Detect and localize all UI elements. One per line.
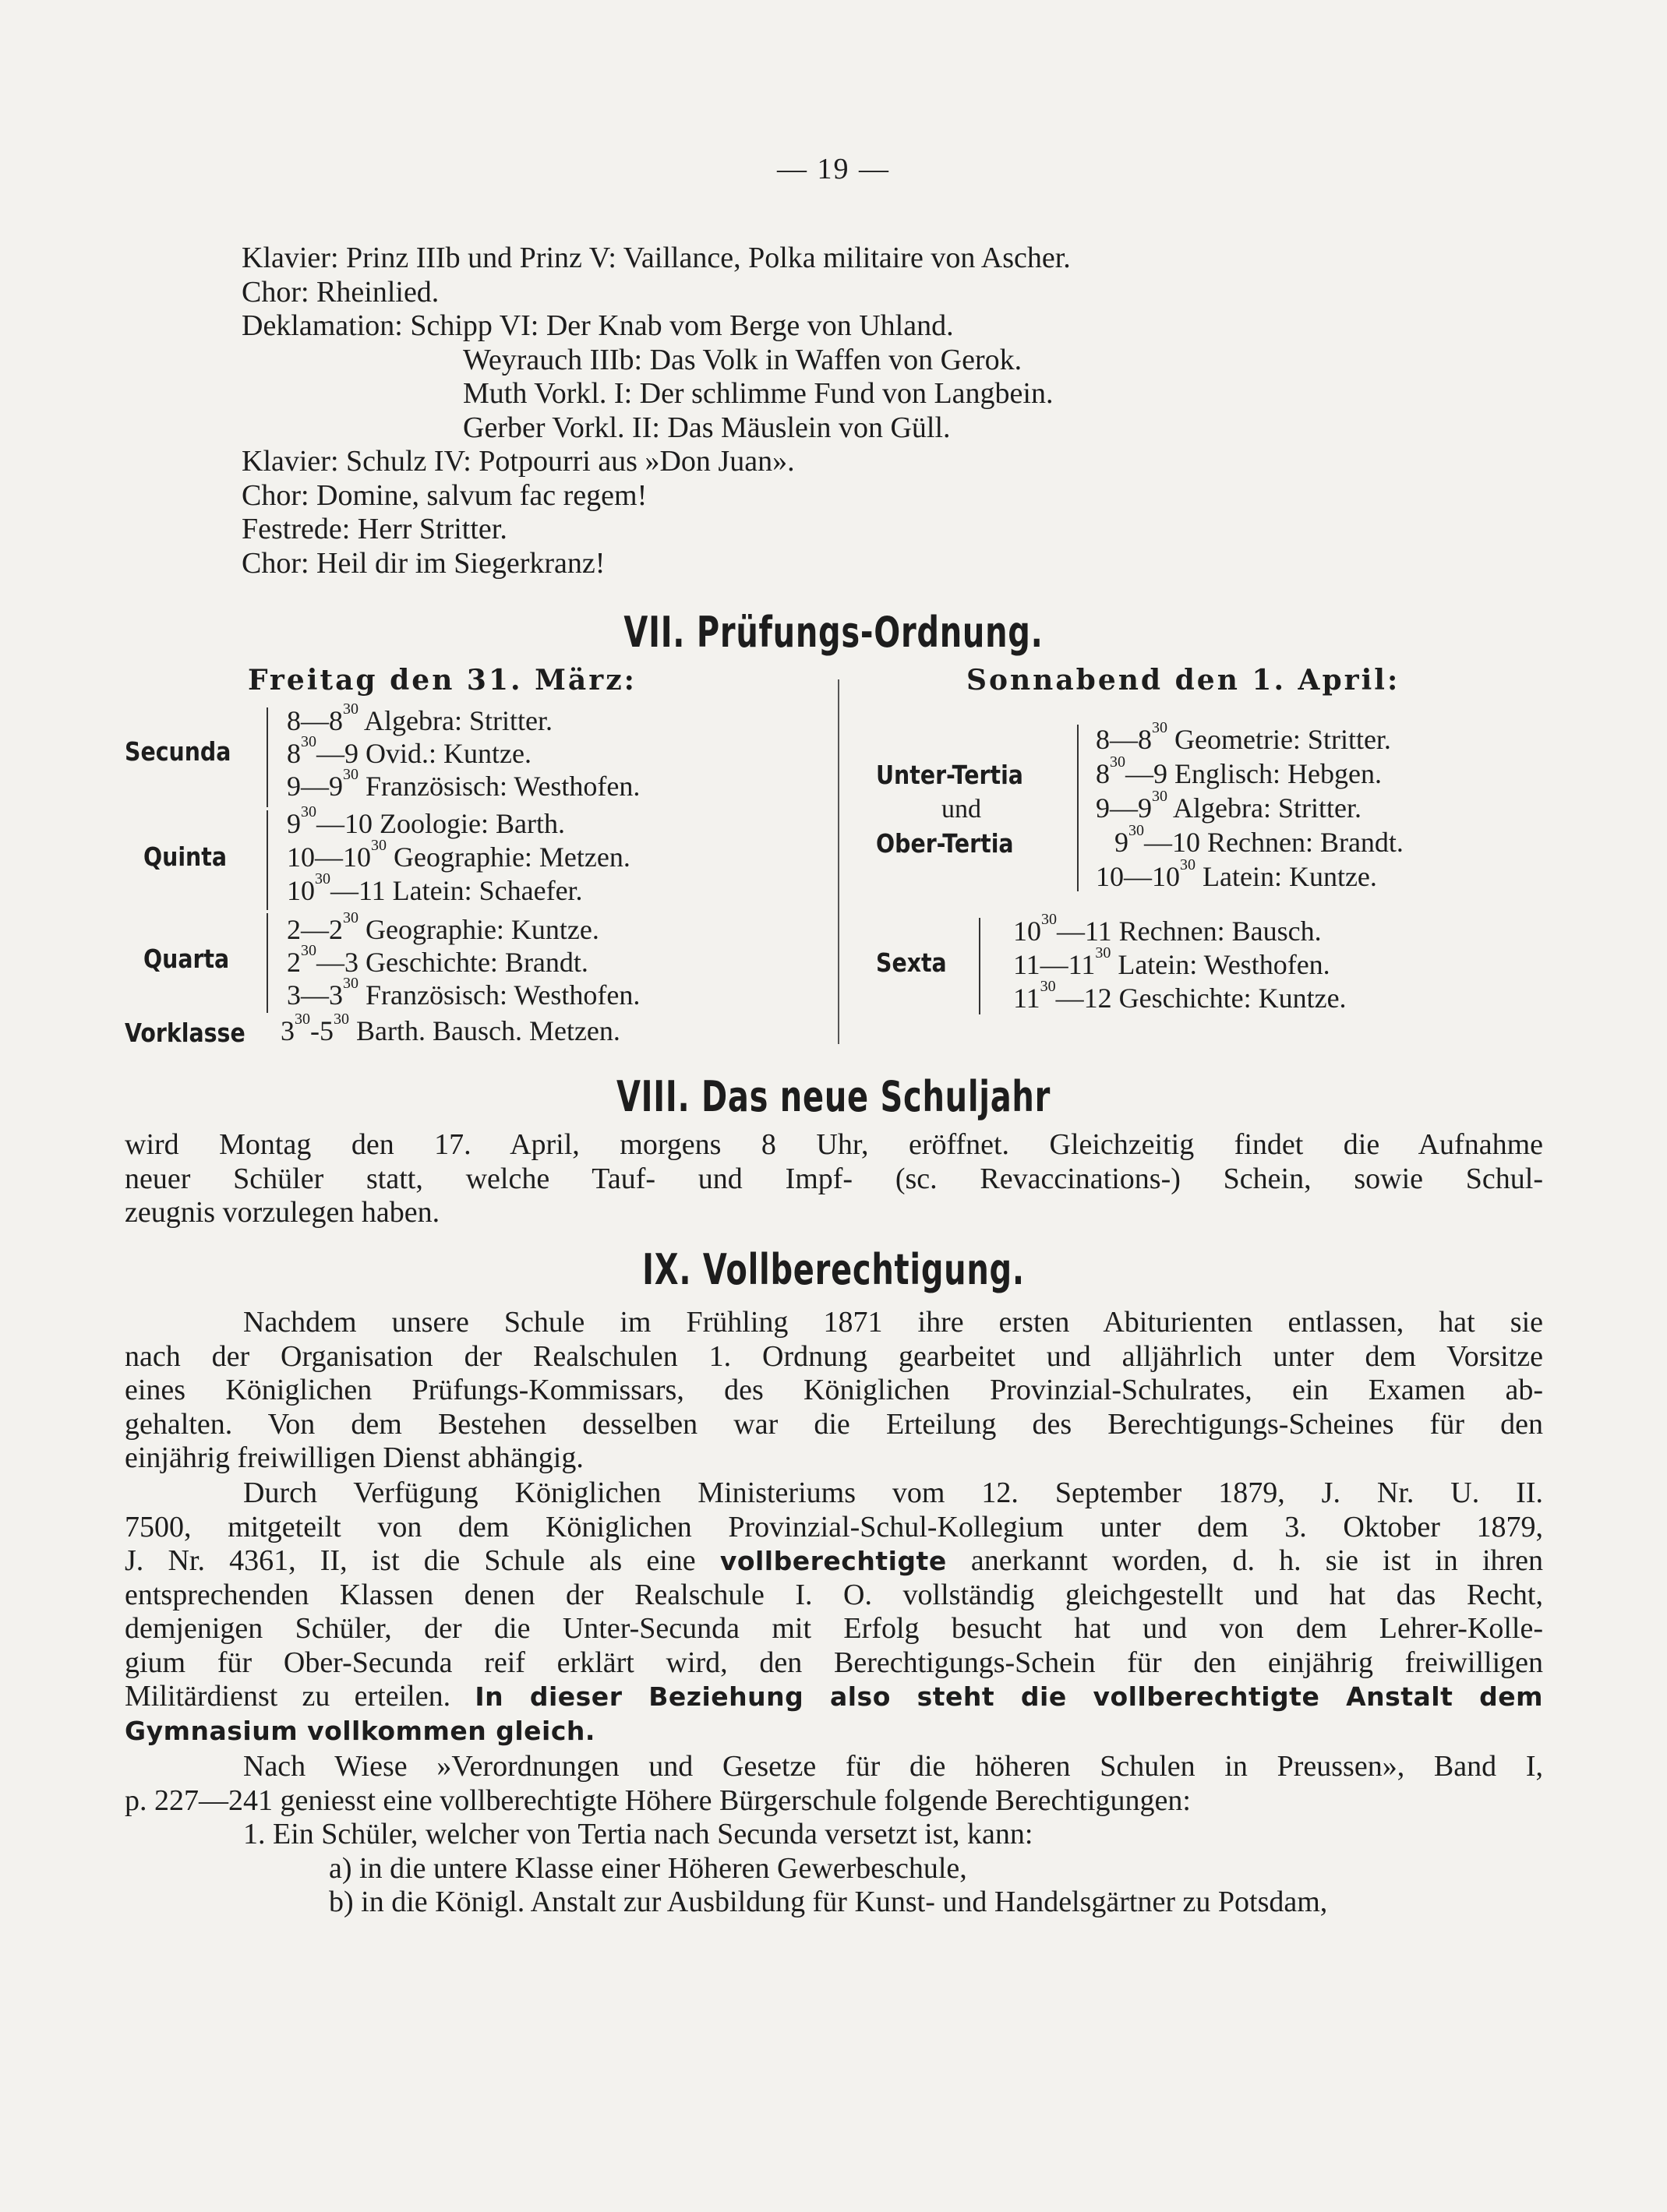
exam-row: $3—3^{30}$ Französisch: Westhofen. xyxy=(287,975,641,1011)
list-subitem: a) in die untere Klasse einer Höheren Gewerbeschule, xyxy=(329,1851,967,1885)
program-line: Klavier: Schulz IV: Potpourri aus »Don Juan». xyxy=(242,445,795,478)
exam-row: $10—10^{30}$ Geographie: Metzen. xyxy=(287,837,630,873)
brace xyxy=(267,707,268,807)
exam-row: $3^{30}-5^{30}$ Barth. Bausch. Metzen. xyxy=(281,1011,620,1046)
text-line: p. 227—241 geniesst eine vollberechtigte Höhere Bürgerschule folgende Berechtigungen: xyxy=(125,1783,1191,1817)
exam-row: $11—11^{30}$ Latein: Westhofen. xyxy=(1013,944,1330,980)
exam-day-saturday: Sonnabend den 1. April: xyxy=(966,664,1400,697)
paragraph-new-school-year xyxy=(125,1128,1543,1230)
text-line: Nach Wiese »Verordnungen und Gesetze für die höheren Schulen in Preussen», Band I, xyxy=(243,1750,1543,1783)
class-label-quinta: Quinta xyxy=(143,841,227,872)
program-line: Chor: Heil dir im Siegerkranz! xyxy=(242,546,606,580)
text-line: nach der Organisation der Realschulen 1. Ordnung gearbeitet und alljährlich unter dem Vorsitze xyxy=(125,1339,1543,1373)
text-line: einjährig freiwilligen Dienst abhängig. xyxy=(125,1441,584,1474)
exam-row: $8^{30}—9$ Englisch: Hebgen. xyxy=(1096,753,1382,789)
festival-program xyxy=(242,242,1071,580)
brace xyxy=(1077,725,1079,891)
class-label-unter-tertia: Unter-Tertia xyxy=(876,760,1023,790)
text-line: J. Nr. 4361, II, ist die Schule als eine vollberechtigte anerkannt worden, d. h. sie ist in ihren xyxy=(125,1544,1544,1577)
paragraph-vollberechtigung-1 xyxy=(125,1306,1543,1476)
exam-row: $10—10^{30}$ Latein: Kuntze. xyxy=(1096,856,1377,892)
brace xyxy=(267,810,268,910)
text-line: entsprechenden Klassen denen der Realschule I. O. vollständig gleichgestellt und hat das Recht, xyxy=(125,1578,1543,1611)
exam-row: $9^{30}—10$ Zoologie: Barth. xyxy=(287,803,565,839)
exam-row: $8—8^{30}$ Algebra: Stritter. xyxy=(287,700,553,736)
program-line: Chor: Domine, salvum fac regem! xyxy=(242,478,648,512)
exam-row: $9—9^{30}$ Algebra: Stritter. xyxy=(1096,788,1362,824)
text-line: demjenigen Schüler, der die Unter-Secunda mit Erfolg besucht hat und von dem Lehrer-Kolle- xyxy=(125,1612,1543,1645)
paragraph-vollberechtigung-2 xyxy=(125,1476,1543,1748)
program-line: Deklamation: Schipp VI: Der Knab vom Berge von Uhland. xyxy=(242,309,954,342)
class-label-und: und xyxy=(941,795,981,824)
class-label-quarta: Quarta xyxy=(143,944,230,974)
program-line: Gerber Vorkl. II: Das Mäuslein von Güll. xyxy=(463,411,951,444)
exam-row: $10^{30}—11$ Rechnen: Bausch. xyxy=(1013,911,1322,947)
program-line: Muth Vorkl. I: Der schlimme Fund von Langbein. xyxy=(463,377,1054,410)
paragraph-vollberechtigung-3 xyxy=(125,1750,1543,1920)
text-line: Nachdem unsere Schule im Frühling 1871 ihre ersten Abiturienten entlassen, hat sie xyxy=(243,1306,1543,1339)
text-line: Durch Verfügung Königlichen Ministeriums vom 12. September 1879, J. Nr. U. II. xyxy=(243,1476,1543,1509)
bold-statement: Gymnasium vollkommen gleich. xyxy=(125,1715,595,1746)
class-label-vorklasse: Vorklasse xyxy=(125,1018,245,1048)
text-line: 7500, mitgeteilt von dem Königlichen Provinzial-Schul-Kollegium unter dem 3. Oktober 1879, xyxy=(125,1510,1543,1543)
text-line: gehalten. Von dem Bestehen desselben war die Erteilung des Berechtigungs-Scheines für den xyxy=(125,1407,1543,1441)
bold-term: vollberechtigte xyxy=(719,1546,947,1576)
exam-row: $9—9^{30}$ Französisch: Westhofen. xyxy=(287,766,641,802)
brace xyxy=(267,913,268,1013)
exam-row: $11^{30}—12$ Geschichte: Kuntze. xyxy=(1013,978,1347,1014)
text-line: eines Königlichen Prüfungs-Kommissars, des Königlichen Provinzial-Schulrates, ein Examen ab- xyxy=(125,1374,1543,1406)
text-line: Militärdienst zu erteilen. In dieser Beziehung also steht die vollberechtigte Anstalt dem xyxy=(125,1680,1543,1713)
class-label-ober-tertia: Ober-Tertia xyxy=(876,828,1014,859)
text-line xyxy=(125,1714,1543,1748)
bold-statement: In dieser Beziehung also steht die vollberechtigte Anstalt dem xyxy=(475,1681,1543,1712)
exam-row: $2—2^{30}$ Geographie: Kuntze. xyxy=(287,909,599,945)
exam-row: $8^{30}—9$ Ovid.: Kuntze. xyxy=(287,733,532,769)
program-line: Klavier: Prinz IIIb und Prinz V: Vaillance, Polka militaire von Ascher. xyxy=(242,242,1071,274)
program-line: Festrede: Herr Stritter. xyxy=(242,513,507,545)
program-line: Weyrauch IIIb: Das Volk in Waffen von Gerok. xyxy=(463,343,1022,376)
text-line: wird Montag den 17. April, morgens 8 Uhr, eröffnet. Gleichzeitig findet die Aufnahme xyxy=(125,1128,1543,1161)
section-heading-ix: IX. Vollberechtigung. xyxy=(642,1245,1025,1294)
class-label-sexta: Sexta xyxy=(876,947,947,978)
section-heading-viii: VIII. Das neue Schuljahr xyxy=(616,1072,1051,1121)
exam-row: $9^{30}—10$ Rechnen: Brandt. xyxy=(1114,822,1404,858)
list-subitem: b) in die Königl. Anstalt zur Ausbildung für Kunst- und Handelsgärtner zu Potsdam, xyxy=(329,1886,1328,1918)
section-heading-vii: VII. Prüfungs-Ordnung. xyxy=(623,608,1044,657)
exam-row: $2^{30}—3$ Geschichte: Brandt. xyxy=(287,942,588,978)
text-line: neuer Schüler statt, welche Tauf- und Impf- (sc. Revaccinations-) Schein, sowie Schul- xyxy=(125,1162,1543,1195)
class-label-secunda: Secunda xyxy=(125,736,231,767)
exam-row: $8—8^{30}$ Geometrie: Stritter. xyxy=(1096,719,1391,755)
brace xyxy=(979,918,980,1014)
exam-day-friday: Freitag den 31. März: xyxy=(248,664,637,697)
column-divider xyxy=(838,679,839,1044)
exam-row: $10^{30}—11$ Latein: Schaefer. xyxy=(287,870,583,906)
text-line: gium für Ober-Secunda reif erklärt wird, den Berechtigungs-Schein für den einjährig freiwilligen xyxy=(125,1646,1543,1679)
list-item: 1. Ein Schüler, welcher von Tertia nach Secunda versetzt ist, kann: xyxy=(243,1818,1033,1850)
text-line: zeugnis vorzulegen haben. xyxy=(125,1196,440,1229)
page-number: — 19 — xyxy=(777,153,890,185)
program-line: Chor: Rheinlied. xyxy=(242,275,440,309)
